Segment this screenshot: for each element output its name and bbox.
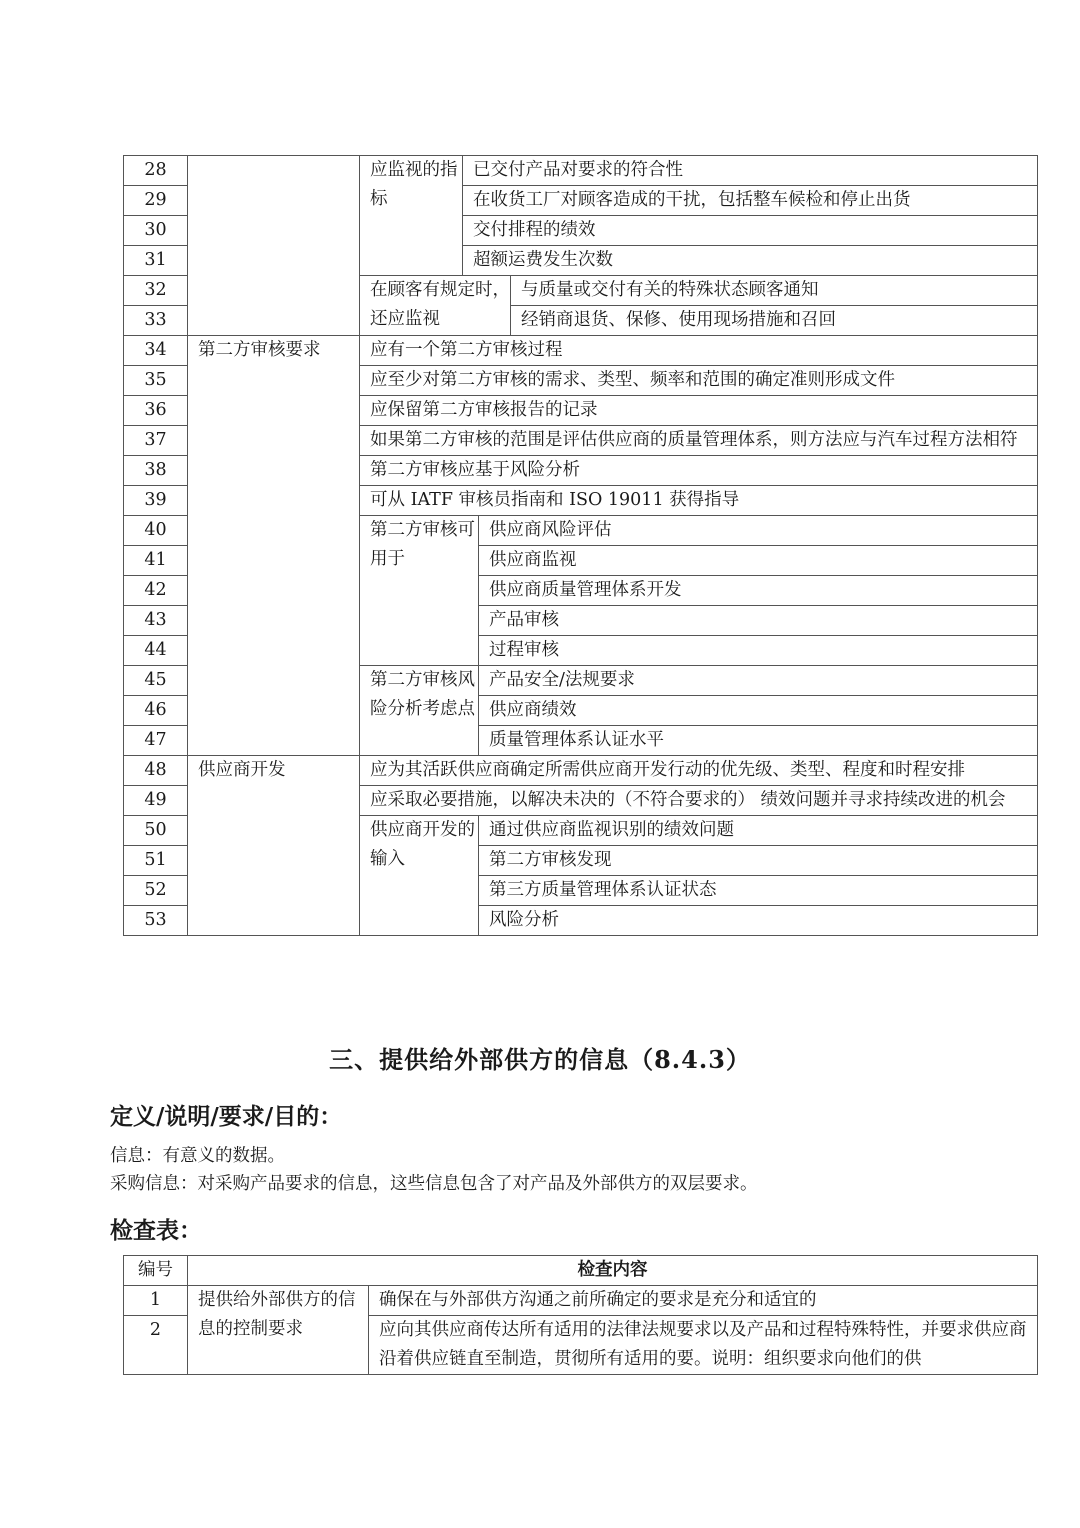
row-number: 53 (124, 906, 188, 936)
requirement-text: 与质量或交付有关的特殊状态顾客通知 (511, 276, 1038, 306)
table-row (124, 1286, 1038, 1316)
category-cell-empty (188, 156, 360, 336)
requirement-text: 应采取必要措施，以解决未决的（不符合要求的） 绩效问题并寻求持续改进的机会 (360, 786, 1038, 816)
requirement-text: 经销商退货、保修、使用现场措施和召回 (511, 306, 1038, 336)
row-number: 33 (124, 306, 188, 336)
row-number: 38 (124, 456, 188, 486)
row-number: 42 (124, 576, 188, 606)
row-number: 39 (124, 486, 188, 516)
requirement-text: 供应商监视 (479, 546, 1038, 576)
requirement-text: 产品审核 (479, 606, 1038, 636)
row-number: 49 (124, 786, 188, 816)
requirement-text: 已交付产品对要求的符合性 (463, 156, 1038, 186)
check-content: 应向其供应商传达所有适用的法律法规要求以及产品和过程特殊特性，并要求供应商沿着供应链直至制造，贯彻所有适用的要。说明：组织要求向他们的供 (369, 1316, 1038, 1375)
header-number: 编号 (124, 1256, 188, 1286)
subcategory-cell: 第二方审核可用于 (360, 516, 479, 666)
table-row (124, 756, 1038, 786)
requirement-text: 第二方审核应基于风险分析 (360, 456, 1038, 486)
row-number: 37 (124, 426, 188, 456)
table-header-row (124, 1256, 1038, 1286)
row-number: 30 (124, 216, 188, 246)
checklist-table (123, 1255, 1038, 1375)
requirement-text: 供应商绩效 (479, 696, 1038, 726)
row-number: 28 (124, 156, 188, 186)
check-content: 确保在与外部供方沟通之前所确定的要求是充分和适宜的 (369, 1286, 1038, 1316)
requirement-text: 风险分析 (479, 906, 1038, 936)
row-number: 41 (124, 546, 188, 576)
row-number: 2 (124, 1316, 188, 1375)
subcategory-cell: 供应商开发的输入 (360, 816, 479, 936)
requirement-text: 超额运费发生次数 (463, 246, 1038, 276)
table-row (124, 156, 1038, 186)
row-number: 1 (124, 1286, 188, 1316)
subcategory-cell: 应监视的指标 (360, 156, 463, 276)
definition-line: 信息：有意义的数据。 (110, 1146, 285, 1166)
row-number: 50 (124, 816, 188, 846)
requirement-text: 在收货工厂对顾客造成的干扰，包括整车候检和停止出货 (463, 186, 1038, 216)
requirement-text: 应保留第二方审核报告的记录 (360, 396, 1038, 426)
subcategory-cell: 第二方审核风险分析考虑点 (360, 666, 479, 756)
requirement-text: 应至少对第二方审核的需求、类型、频率和范围的确定准则形成文件 (360, 366, 1038, 396)
requirement-text: 过程审核 (479, 636, 1038, 666)
row-number: 29 (124, 186, 188, 216)
row-number: 36 (124, 396, 188, 426)
checklist-heading: 检查表： (110, 1217, 202, 1244)
requirement-text: 供应商质量管理体系开发 (479, 576, 1038, 606)
row-number: 40 (124, 516, 188, 546)
row-number: 44 (124, 636, 188, 666)
requirement-text: 应有一个第二方审核过程 (360, 336, 1038, 366)
requirement-text: 通过供应商监视识别的绩效问题 (479, 816, 1038, 846)
row-number: 48 (124, 756, 188, 786)
category-cell: 供应商开发 (188, 756, 360, 936)
row-number: 32 (124, 276, 188, 306)
definition-line: 采购信息：对采购产品要求的信息，这些信息包含了对产品及外部供方的双层要求。 (110, 1174, 758, 1194)
row-number: 47 (124, 726, 188, 756)
requirements-table-continued (123, 155, 1038, 936)
category-cell: 第二方审核要求 (188, 336, 360, 756)
requirement-text: 第三方质量管理体系认证状态 (479, 876, 1038, 906)
requirement-text: 应为其活跃供应商确定所需供应商开发行动的优先级、类型、程度和时程安排 (360, 756, 1038, 786)
requirement-text: 第二方审核发现 (479, 846, 1038, 876)
row-number: 52 (124, 876, 188, 906)
requirement-text: 如果第二方审核的范围是评估供应商的质量管理体系，则方法应与汽车过程方法相符 (360, 426, 1038, 456)
table-row (124, 336, 1038, 366)
requirement-text: 质量管理体系认证水平 (479, 726, 1038, 756)
category-cell: 提供给外部供方的信息的控制要求 (188, 1286, 369, 1375)
row-number: 45 (124, 666, 188, 696)
row-number: 31 (124, 246, 188, 276)
subcategory-cell: 在顾客有规定时，还应监视 (360, 276, 511, 336)
header-content: 检查内容 (188, 1256, 1038, 1286)
row-number: 34 (124, 336, 188, 366)
row-number: 35 (124, 366, 188, 396)
row-number: 51 (124, 846, 188, 876)
definition-heading: 定义/说明/要求/目的： (110, 1103, 343, 1130)
requirement-text: 交付排程的绩效 (463, 216, 1038, 246)
requirement-text: 产品安全/法规要求 (479, 666, 1038, 696)
requirement-text: 供应商风险评估 (479, 516, 1038, 546)
requirement-text: 可从 IATF 审核员指南和 ISO 19011 获得指导 (360, 486, 1038, 516)
row-number: 43 (124, 606, 188, 636)
row-number: 46 (124, 696, 188, 726)
section-title: 三、提供给外部供方的信息（8.4.3） (329, 1045, 751, 1074)
